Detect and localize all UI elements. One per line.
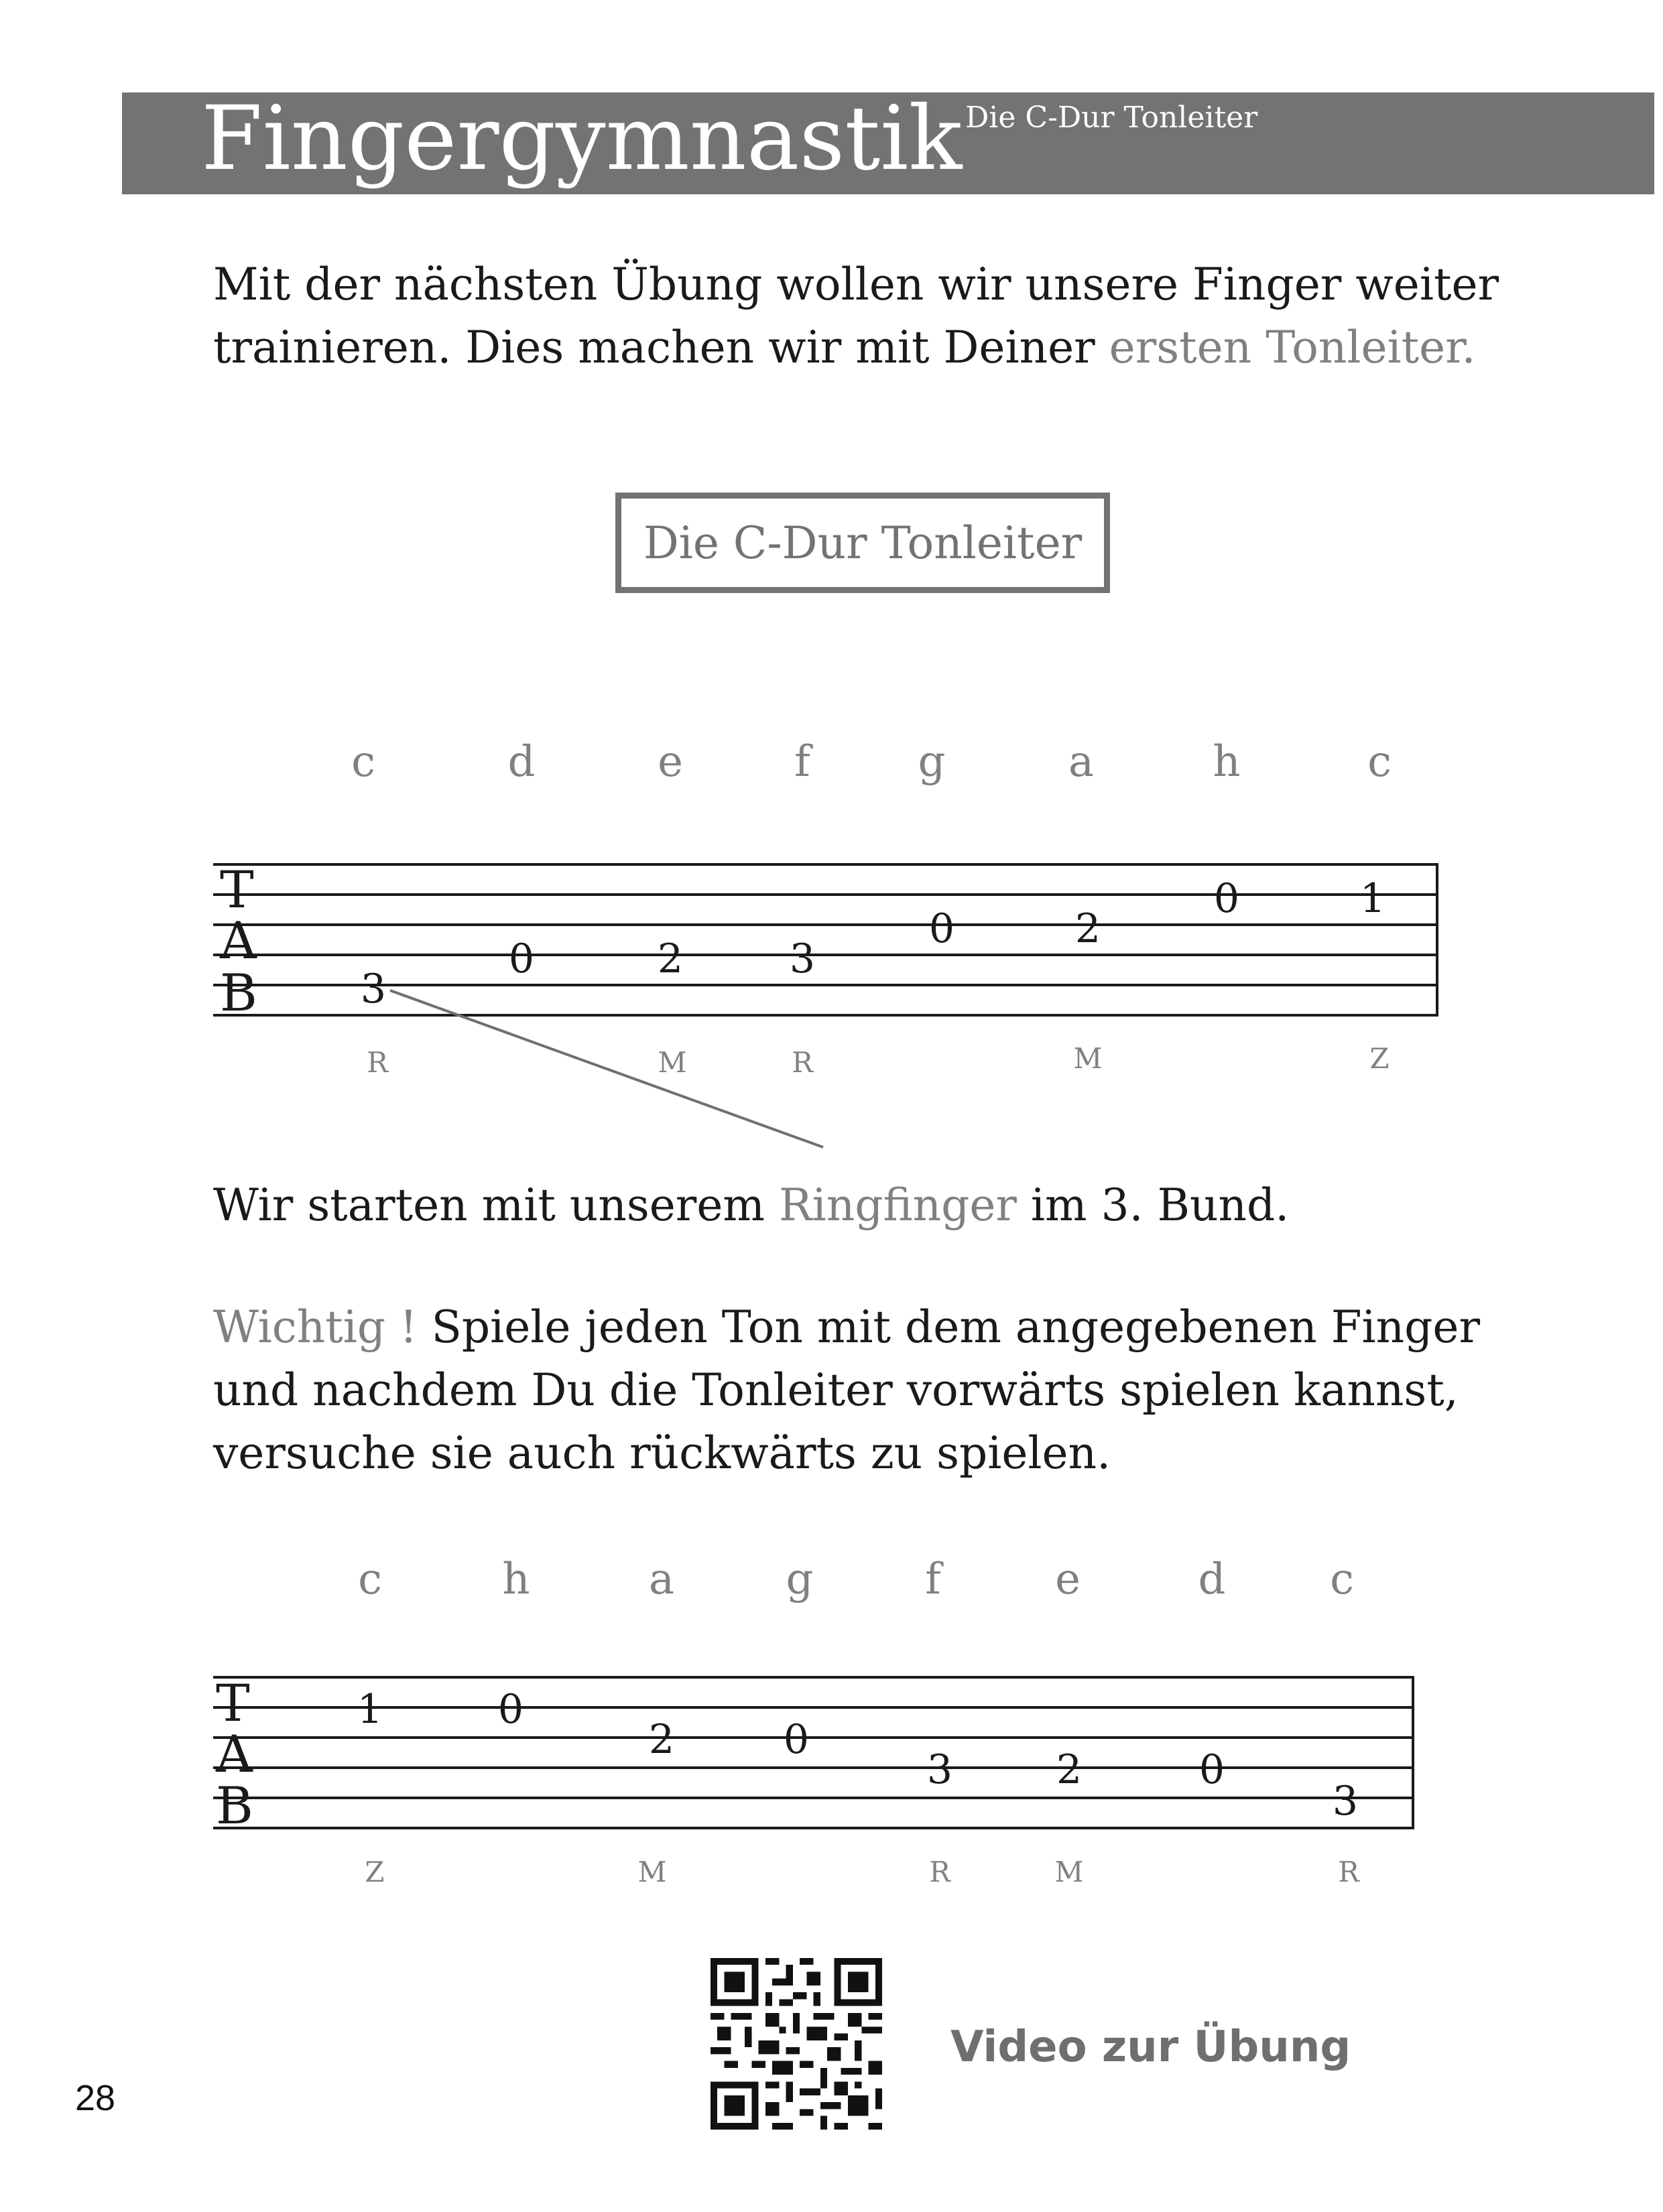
note-name: f	[925, 1555, 941, 1604]
tab-letter-t: T	[220, 860, 254, 919]
fret-number: 2	[648, 1716, 675, 1763]
note-name: d	[1198, 1555, 1226, 1604]
fret-number: 0	[783, 1716, 810, 1763]
note-name: c	[351, 737, 375, 787]
note-name: f	[794, 737, 810, 787]
fret-number: 0	[508, 935, 535, 982]
finger-label: M	[1073, 1042, 1103, 1075]
tab-1-fingers	[367, 1042, 1389, 1079]
finger-label: M	[637, 1856, 667, 1888]
tab-2-group	[213, 1555, 1413, 1888]
finger-label: M	[1054, 1856, 1084, 1888]
tab-1-group	[213, 737, 1437, 1147]
important-line-1	[213, 1296, 1480, 1359]
important-line-3: versuche sie auch rückwärts zu spielen.	[213, 1427, 1111, 1479]
scale-title-text: Die C-Dur Tonleiter	[643, 517, 1083, 569]
tab-letter-a: A	[216, 1724, 253, 1784]
important-line-2: und nachdem Du die Tonleiter vorwärts spielen kannst,	[213, 1364, 1459, 1416]
note-name: c	[1367, 737, 1392, 787]
fret-number: 0	[1198, 1746, 1225, 1793]
qr-code[interactable]	[711, 1958, 882, 2130]
tab-letter-a: A	[220, 911, 257, 970]
tab-1-note-names	[351, 737, 1392, 787]
tab-letter-t: T	[216, 1673, 250, 1733]
note-name: c	[1330, 1555, 1354, 1604]
finger-label: Z	[1369, 1042, 1390, 1075]
fret-number: 1	[1359, 875, 1386, 922]
fret-number: 1	[357, 1686, 383, 1733]
note-name: g	[918, 737, 946, 787]
tab-2-fingers	[365, 1856, 1360, 1888]
note-name: g	[786, 1555, 814, 1604]
finger-label: Z	[365, 1856, 385, 1888]
ring-finger-sentence	[213, 1174, 1289, 1237]
fret-number: 0	[1213, 875, 1240, 922]
finger-label: R	[367, 1046, 388, 1079]
note-name: h	[502, 1555, 530, 1604]
page-subtitle: Die C-Dur Tonleiter	[965, 101, 1258, 135]
tab-2-letters	[215, 1673, 253, 1835]
intro-line-2-text: trainieren. Dies machen wir mit Deiner	[213, 322, 1109, 373]
fret-number: 2	[1074, 905, 1101, 952]
intro-highlight: ersten Tonleiter.	[1109, 322, 1476, 373]
finger-label: R	[792, 1046, 813, 1079]
note-name: d	[507, 737, 536, 787]
note-name: a	[1068, 737, 1095, 787]
intro-line-1: Mit der nächsten Übung wollen wir unsere Finger weiter	[213, 259, 1499, 310]
fret-number: 2	[1056, 1746, 1083, 1793]
tab-2-staff	[213, 1676, 1413, 1829]
fret-number: 3	[926, 1746, 953, 1793]
tab-1-letters	[219, 860, 257, 1023]
tab-letter-b: B	[220, 963, 257, 1023]
fret-number: 2	[657, 935, 684, 982]
fret-number: 0	[928, 905, 955, 952]
note-name: c	[358, 1555, 382, 1604]
note-name: h	[1213, 737, 1241, 787]
note-name: e	[658, 737, 683, 787]
note-name: e	[1055, 1555, 1081, 1604]
finger-label: M	[658, 1046, 687, 1079]
important-highlight: Wichtig !	[213, 1301, 418, 1353]
fret-number: 0	[497, 1686, 524, 1733]
fret-number: 3	[789, 935, 816, 982]
finger-label: R	[929, 1856, 950, 1888]
fret-number: 3	[1332, 1778, 1359, 1825]
page-title: Fingergymnastik	[201, 87, 963, 190]
ring-sentence-start: Wir starten mit unserem	[213, 1179, 779, 1231]
ring-sentence-highlight: Ringfinger	[778, 1179, 1017, 1231]
page-number: 28	[75, 2078, 116, 2118]
note-name: a	[648, 1555, 675, 1604]
important-line-1-text: Spiele jeden Ton mit dem angegebenen Finger	[417, 1301, 1480, 1353]
tab-2-note-names	[358, 1555, 1354, 1604]
ring-sentence-end: im 3. Bund.	[1016, 1179, 1290, 1231]
finger-label: R	[1338, 1856, 1359, 1888]
fret-number: 3	[360, 966, 387, 1013]
video-link-label[interactable]: Video zur Übung	[950, 2022, 1351, 2072]
tab-letter-b: B	[216, 1776, 253, 1835]
